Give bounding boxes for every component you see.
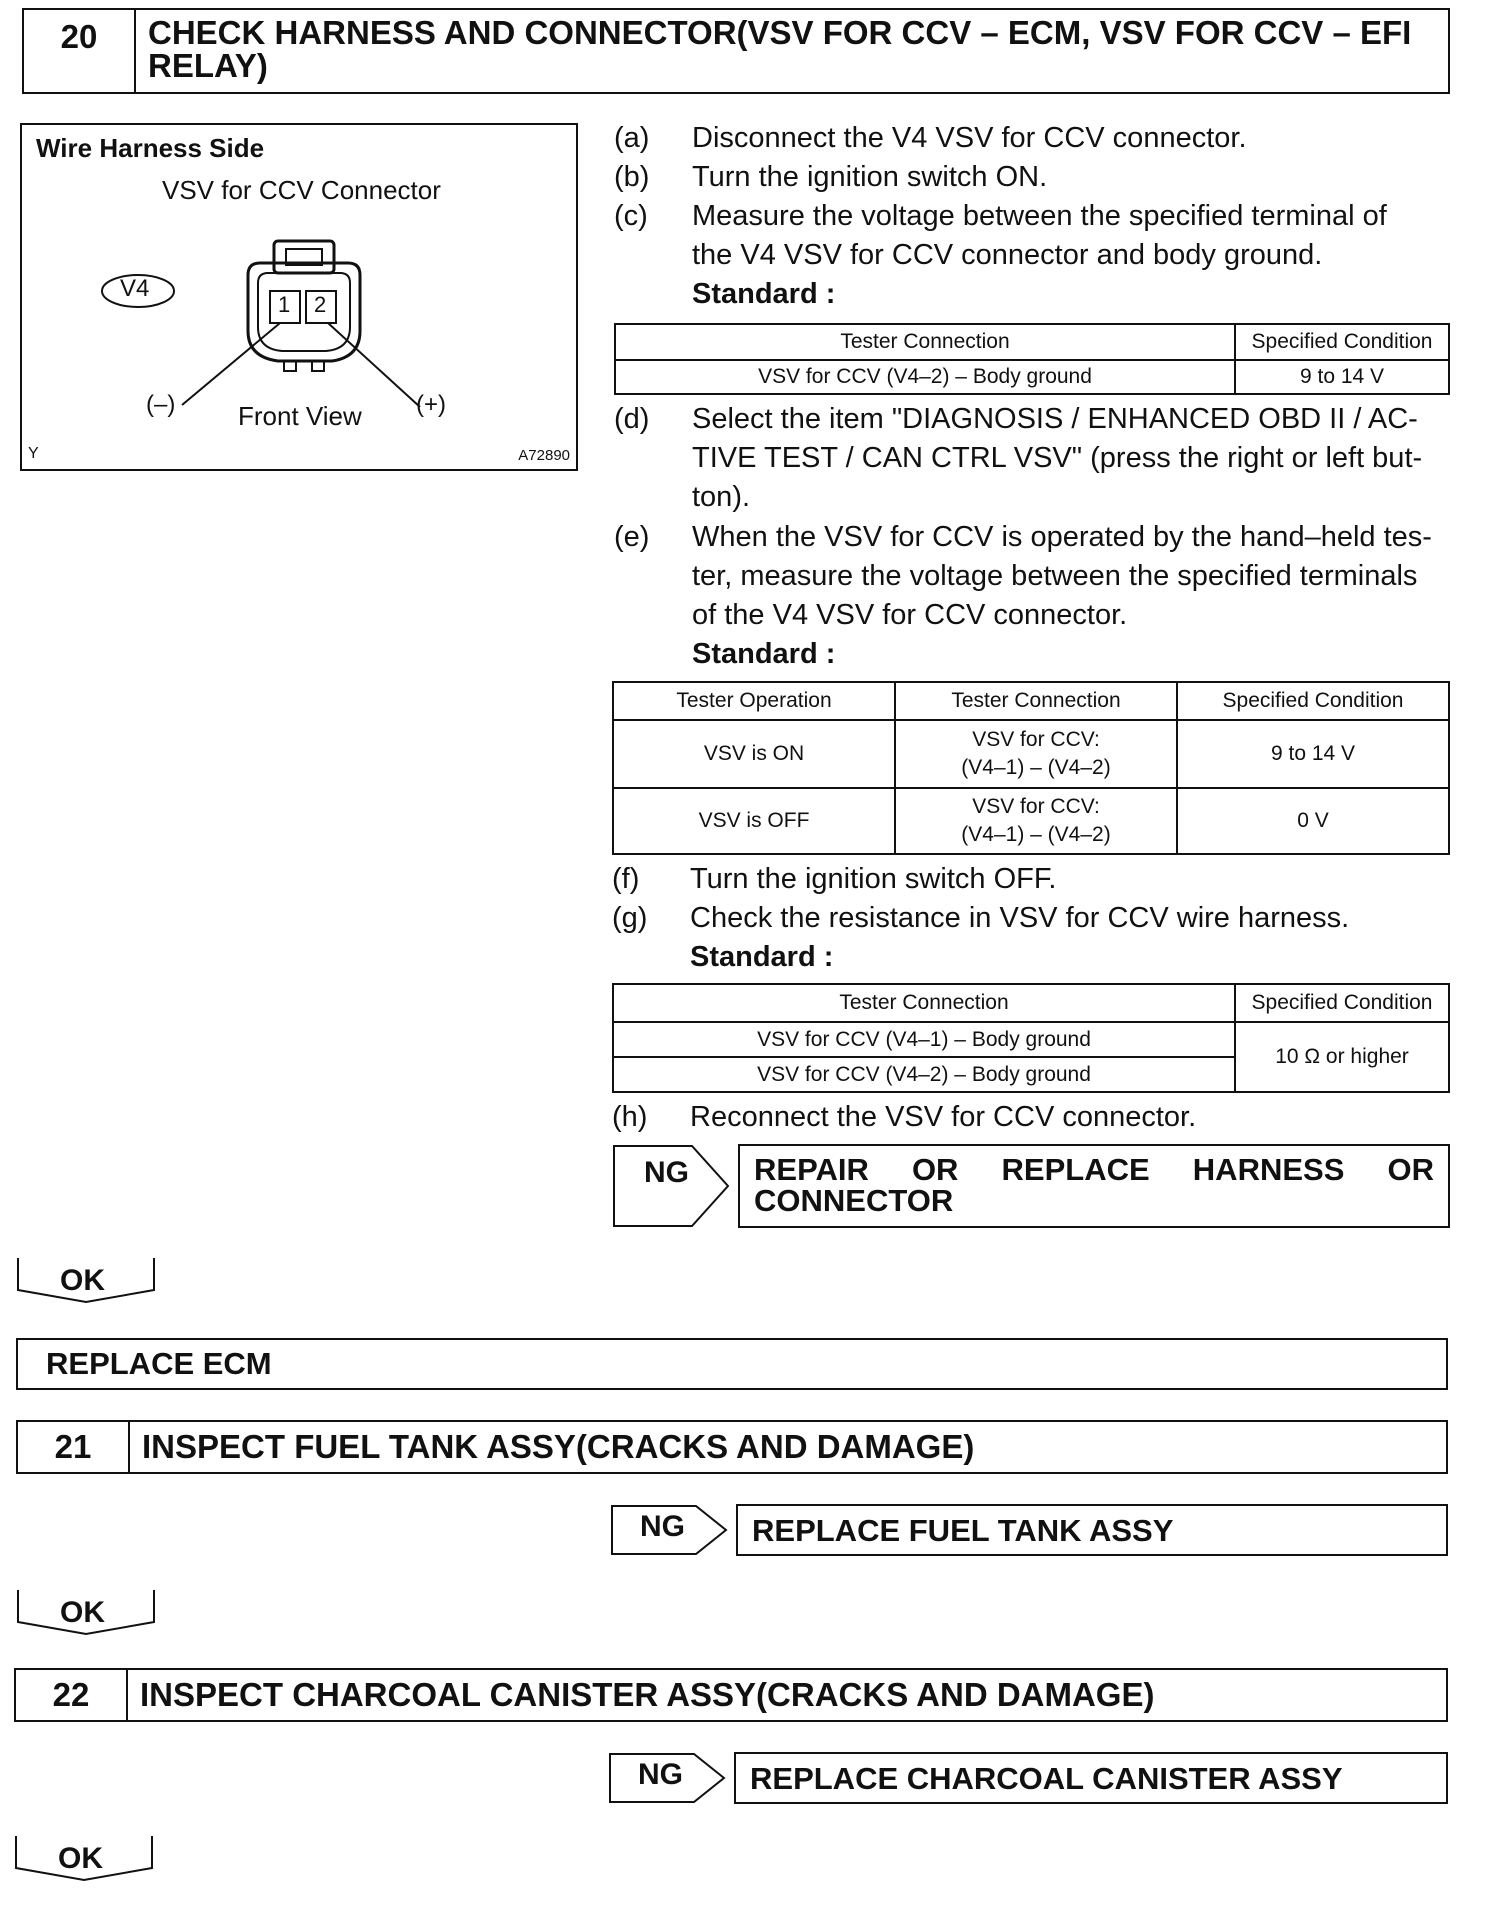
pin-1: 1 xyxy=(278,292,291,317)
table-cell: 9 to 14 V xyxy=(1177,720,1449,788)
standard-label: Standard : xyxy=(692,278,836,310)
standard-label: Standard : xyxy=(690,941,834,973)
ng-result-box xyxy=(738,1144,1450,1228)
table-cell: 10 Ω or higher xyxy=(1235,1022,1449,1092)
figure-corner-left: Y xyxy=(28,445,39,462)
ng-result-box: REPLACE FUEL TANK ASSY xyxy=(736,1504,1448,1556)
table-header: Tester Operation xyxy=(613,682,895,720)
ng-label: NG xyxy=(640,1510,685,1543)
item-text-line: of the V4 VSV for CCV connector. xyxy=(692,599,1128,631)
item-label: (g) xyxy=(612,902,648,934)
instruction-a xyxy=(614,119,1454,159)
item-text: Check the resistance in VSV for CCV wire harness. xyxy=(690,902,1350,934)
instruction-d xyxy=(614,400,1454,520)
instruction-f xyxy=(612,860,1452,900)
step-number: 21 xyxy=(18,1422,130,1472)
step-title: INSPECT CHARCOAL CANISTER ASSY(CRACKS AND DAMAGE) xyxy=(140,1676,1155,1713)
item-label: (b) xyxy=(614,161,650,193)
conn-line: VSV for CCV: xyxy=(972,795,1100,818)
positive-terminal: (+) xyxy=(416,391,446,418)
item-label: (a) xyxy=(614,122,650,154)
ok-label: OK xyxy=(60,1264,105,1297)
item-text-line: Measure the voltage between the specified terminal of xyxy=(692,200,1387,232)
table-row xyxy=(613,1022,1449,1057)
instruction-e xyxy=(614,518,1454,678)
item-text: Reconnect the VSV for CCV connector. xyxy=(690,1101,1197,1133)
conn-line: (V4–1) – (V4–2) xyxy=(961,823,1111,846)
item-text: Turn the ignition switch OFF. xyxy=(690,863,1057,895)
ng-label: NG xyxy=(638,1758,683,1791)
ng-word: HARNESS xyxy=(1192,1152,1345,1187)
table-cell xyxy=(895,720,1177,788)
table-header: Tester Connection xyxy=(615,324,1235,360)
negative-terminal: (–) xyxy=(146,391,176,418)
step-title: INSPECT FUEL TANK ASSY(CRACKS AND DAMAGE) xyxy=(142,1428,975,1465)
table-cell: VSV for CCV (V4–2) – Body ground xyxy=(615,360,1235,394)
ng-label: NG xyxy=(644,1156,689,1189)
figure-heading: Wire Harness Side xyxy=(36,133,265,163)
table-row xyxy=(613,788,1449,854)
spec-table-resistance xyxy=(612,983,1450,1093)
item-label: (h) xyxy=(612,1101,648,1133)
table-row xyxy=(613,720,1449,788)
pin-2: 2 xyxy=(314,292,327,317)
instruction-g xyxy=(612,899,1452,979)
ok-label: OK xyxy=(58,1842,103,1875)
table-cell: VSV for CCV (V4–1) – Body ground xyxy=(613,1022,1235,1057)
table-header: Tester Connection xyxy=(895,682,1177,720)
connector-name: VSV for CCV Connector xyxy=(162,175,441,205)
table-header: Specified Condition xyxy=(1177,682,1449,720)
ng-word: REPLACE xyxy=(1001,1152,1150,1187)
step-22-header xyxy=(14,1668,1448,1722)
ng-result-box: REPLACE CHARCOAL CANISTER ASSY xyxy=(734,1752,1448,1804)
item-text-line: Select the item "DIAGNOSIS / ENHANCED OBD II / AC- xyxy=(692,403,1418,435)
ng-word: OR xyxy=(1387,1152,1434,1187)
table-cell: VSV is ON xyxy=(613,720,895,788)
ng-line1 xyxy=(754,1154,1434,1185)
table-cell: 9 to 14 V xyxy=(1235,360,1449,394)
table-cell xyxy=(895,788,1177,854)
table-cell: VSV is OFF xyxy=(613,788,895,854)
conn-line: (V4–1) – (V4–2) xyxy=(961,756,1111,779)
item-label: (d) xyxy=(614,403,650,435)
view-label: Front View xyxy=(238,401,362,431)
ok-label: OK xyxy=(60,1596,105,1629)
connector-id: V4 xyxy=(120,275,150,302)
item-label: (e) xyxy=(614,521,650,553)
item-text-line: TIVE TEST / CAN CTRL VSV" (press the right or left but- xyxy=(692,442,1423,474)
table-header: Specified Condition xyxy=(1235,984,1449,1022)
replace-ecm-bar: REPLACE ECM xyxy=(16,1338,1448,1390)
standard-label: Standard : xyxy=(692,638,836,670)
step-title: CHECK HARNESS AND CONNECTOR(VSV FOR CCV – ECM, VSV FOR CCV – EFI RELAY) xyxy=(148,14,1412,84)
table-cell: VSV for CCV (V4–2) – Body ground xyxy=(613,1057,1235,1092)
table-header: Tester Connection xyxy=(613,984,1235,1022)
ng-word: OR xyxy=(911,1152,959,1187)
step-number: 22 xyxy=(16,1670,128,1720)
instruction-c xyxy=(614,197,1454,317)
item-text: Turn the ignition switch ON. xyxy=(692,161,1048,193)
instruction-h xyxy=(612,1098,1452,1138)
spec-table-voltage xyxy=(614,323,1450,395)
figure-code: A72890 xyxy=(518,447,570,464)
step-20-header xyxy=(22,8,1450,94)
item-text-line: ter, measure the voltage between the specified terminals xyxy=(692,560,1418,592)
step-number: 20 xyxy=(24,10,136,92)
ng-word: REPAIR xyxy=(754,1152,869,1187)
item-label: (f) xyxy=(612,863,640,895)
item-label: (c) xyxy=(614,200,648,232)
item-text-line: ton). xyxy=(692,481,751,513)
table-cell: 0 V xyxy=(1177,788,1449,854)
item-text-line: When the VSV for CCV is operated by the hand–held tes- xyxy=(692,521,1432,553)
connector-figure xyxy=(20,123,578,471)
item-text: Disconnect the V4 VSV for CCV connector. xyxy=(692,122,1247,154)
spec-table-operation xyxy=(612,681,1450,855)
table-header: Specified Condition xyxy=(1235,324,1449,360)
conn-line: VSV for CCV: xyxy=(972,728,1100,751)
step-21-header xyxy=(16,1420,1448,1474)
instruction-b xyxy=(614,158,1454,198)
ng-line2: CONNECTOR xyxy=(754,1183,954,1218)
item-text-line: the V4 VSV for CCV connector and body ground. xyxy=(692,239,1323,271)
